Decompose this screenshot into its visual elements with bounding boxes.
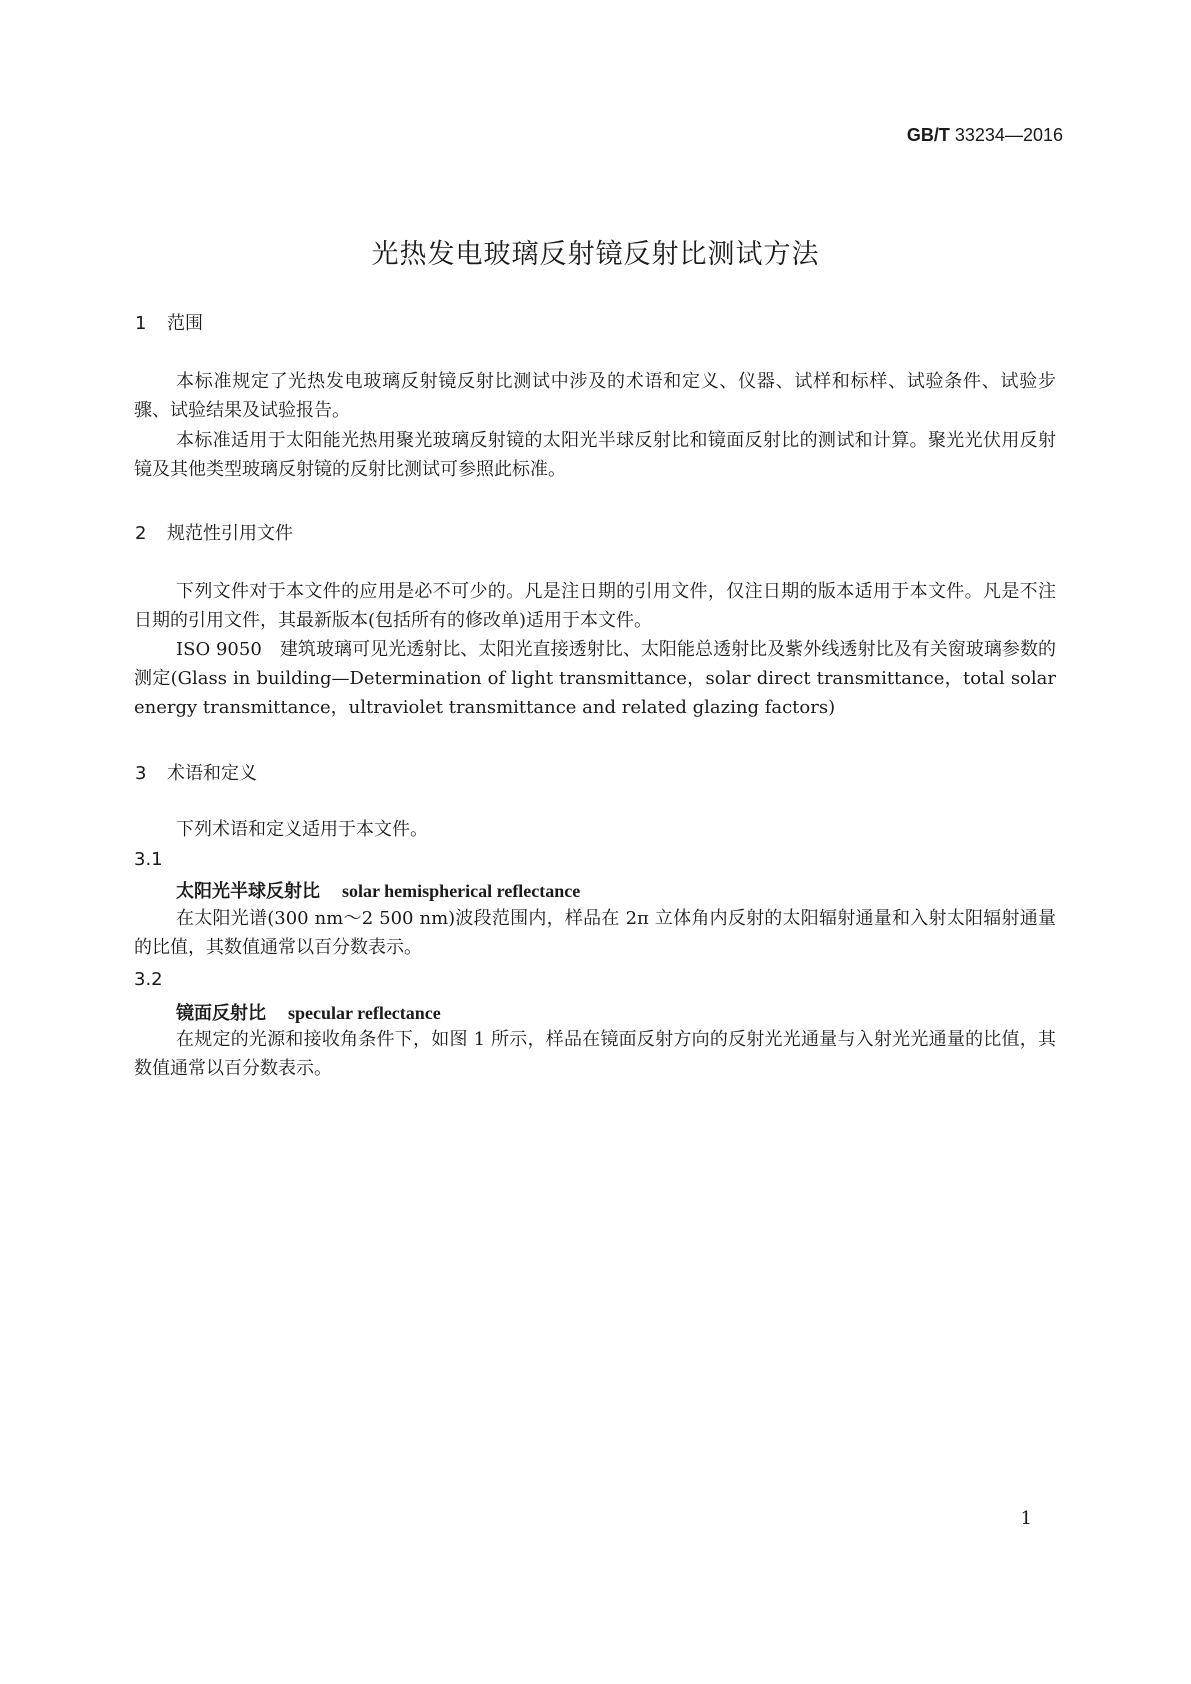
term-en: solar hemispherical reflectance bbox=[342, 881, 581, 901]
references-iso-9050: ISO 9050 建筑玻璃可见光透射比、太阳光直接透射比、太阳能总透射比及紫外线透射比及有关窗玻璃参数的测定(Glass in building—Determination of light transmittance，solar direct transmittance，total solar energy transmittance，ultraviolet transmittance and related glazing factors) bbox=[134, 639, 1056, 718]
term-number: 3.1 bbox=[134, 849, 163, 870]
scope-paragraph-1: 本标准规定了光热发电玻璃反射镜反射比测试中涉及的术语和定义、仪器、试样和标样、试验条件、试验步骤、试验结果及试验报告。 bbox=[134, 371, 1056, 421]
standard-code-number: 33234—2016 bbox=[954, 125, 1063, 145]
page-number: 1 bbox=[1020, 1508, 1032, 1529]
section-title: 规范性引用文件 bbox=[167, 523, 293, 544]
term-number: 3.2 bbox=[134, 969, 163, 990]
section-number: 2 bbox=[135, 523, 147, 544]
standard-code-prefix: GB/T bbox=[906, 125, 950, 145]
term-definition: 在规定的光源和接收角条件下，如图 1 所示，样品在镜面反射方向的反射光光通量与入射光光通量的比值，其数值通常以百分数表示。 bbox=[134, 1029, 1056, 1079]
references-paragraph-1: 下列文件对于本文件的应用是必不可少的。凡是注日期的引用文件，仅注日期的版本适用于本文件。凡是不注日期的引用文件，其最新版本(包括所有的修改单)适用于本文件。 bbox=[134, 581, 1056, 631]
standard-code-header bbox=[907, 125, 1063, 146]
term-en: specular reflectance bbox=[288, 1003, 441, 1023]
terms-intro-paragraph: 下列术语和定义适用于本文件。 bbox=[176, 819, 428, 840]
section-heading-normative-references bbox=[135, 519, 293, 545]
page-title: 光热发电玻璃反射镜反射比测试方法 bbox=[371, 239, 820, 270]
term-title-specular bbox=[176, 999, 441, 1025]
term-zh: 太阳光半球反射比 bbox=[176, 881, 320, 902]
section-title: 范围 bbox=[167, 313, 203, 334]
term-title-solar-hemispherical bbox=[176, 877, 580, 903]
section-title: 术语和定义 bbox=[167, 763, 257, 784]
section-heading-scope bbox=[135, 309, 203, 335]
term-zh: 镜面反射比 bbox=[176, 1003, 266, 1024]
term-definition: 在太阳光谱(300 nm～2 500 nm)波段范围内，样品在 2π 立体角内反射的太阳辐射通量和入射太阳辐射通量的比值，其数值通常以百分数表示。 bbox=[134, 908, 1056, 958]
scope-paragraph-2: 本标准适用于太阳能光热用聚光玻璃反射镜的太阳光半球反射比和镜面反射比的测试和计算。聚光光伏用反射镜及其他类型玻璃反射镜的反射比测试可参照此标准。 bbox=[134, 430, 1056, 480]
section-number: 3 bbox=[135, 763, 147, 784]
section-heading-terms bbox=[135, 759, 257, 785]
section-number: 1 bbox=[135, 313, 147, 334]
